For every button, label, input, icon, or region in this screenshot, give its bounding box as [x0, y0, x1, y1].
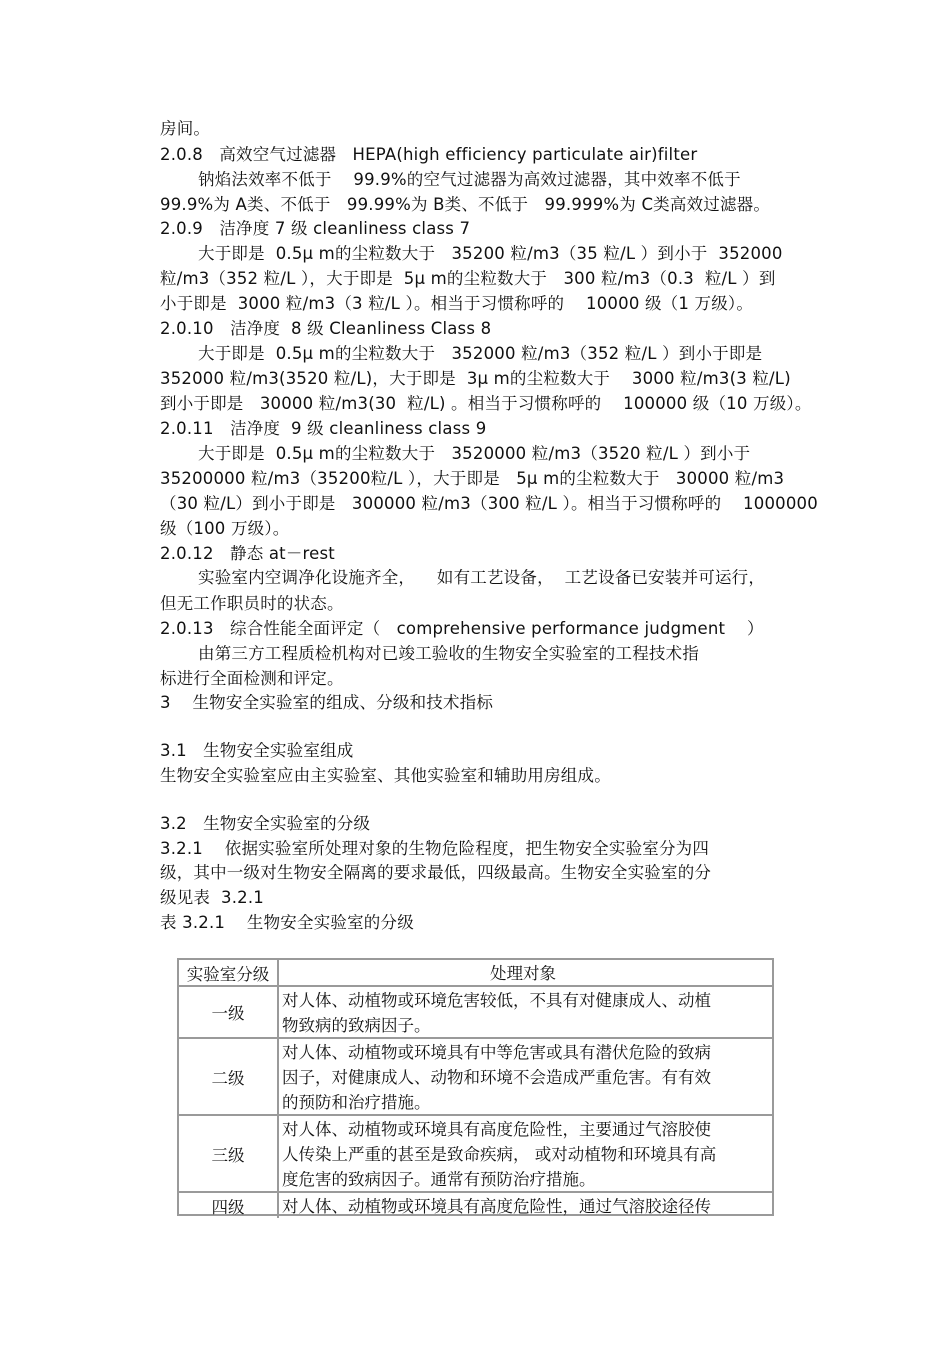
cell-text-line: 因子，对健康成人、动物和环境不会造成严重危害。有有效: [282, 1068, 711, 1087]
handling-object-cell: [279, 1193, 772, 1218]
cell-text-line: 的预防和治疗措施。: [282, 1093, 431, 1112]
text-line: 级见表 3.2.1: [160, 888, 264, 907]
header-object: 处理对象: [490, 964, 556, 983]
text-line: 但无工作职员时的状态。: [160, 594, 344, 613]
text-line: 2.0.8 高效空气过滤器 HEPA(high efficiency particulate air)filter: [160, 145, 698, 164]
text-line: 表 3.2.1 生物安全实验室的分级: [160, 913, 414, 932]
text-line: 小于即是 3000 粒/m3（3 粒/L ）。相当于习惯称呼的 10000 级（1 万级）。: [160, 294, 754, 313]
text-line: 生物安全实验室应由主实验室、其他实验室和辅助用房组成。: [160, 766, 611, 785]
text-line: （30 粒/L）到小于即是 300000 粒/m3（300 粒/L ）。相当于习惯称呼的 1000000: [160, 494, 818, 513]
cell-text-line: 对人体、动植物或环境具有高度危险性，通过气溶胶途径传: [282, 1197, 711, 1216]
lab-level-cell: 一级: [179, 987, 279, 1037]
cell-text-line: 度危害的致病因子。通常有预防治疗措施。: [282, 1170, 596, 1189]
cell-text-line: 物致病的致病因子。: [282, 1016, 431, 1035]
cell-text-line: 对人体、动植物或环境具有中等危害或具有潜伏危险的致病: [282, 1043, 711, 1062]
text-line: 2.0.12 静态 at－rest: [160, 544, 335, 563]
text-line: 2.0.10 洁净度 8 级 Cleanliness Class 8: [160, 319, 492, 338]
text-line: 级，其中一级对生物安全隔离的要求最低，四级最高。生物安全实验室的分: [160, 863, 712, 882]
text-line: 35200000 粒/m3（35200粒/L ），大于即是 5μ m的尘粒数大于 30000 粒/m3: [160, 469, 785, 488]
handling-object-cell: [279, 1039, 772, 1114]
text-line: 3.1 生物安全实验室组成: [160, 741, 354, 760]
text-line: 2.0.11 洁净度 9 级 cleanliness class 9: [160, 419, 487, 438]
text-line: 2.0.13 综合性能全面评定（ comprehensive performance judgment ）: [160, 619, 764, 638]
text-line: 钠焰法效率不低于 99.9%的空气过滤器为高效过滤器，其中效率不低于: [198, 170, 741, 189]
text-line: 粒/m3（352 粒/L ），大于即是 5μ m的尘粒数大于 300 粒/m3（0.3 粒/L ）到: [160, 269, 776, 288]
text-line: 大于即是 0.5μ m的尘粒数大于 35200 粒/m3（35 粒/L ）到小于 352000: [198, 244, 783, 263]
handling-object-cell: [279, 987, 772, 1037]
table-row: [179, 1116, 772, 1193]
header-level: 实验室分级: [179, 960, 279, 985]
text-line: 标进行全面检测和评定。: [160, 669, 344, 688]
text-line: 352000 粒/m3(3520 粒/L)，大于即是 3μ m的尘粒数大于 3000 粒/m3(3 粒/L): [160, 369, 791, 388]
lab-level-cell: 四级: [179, 1193, 279, 1218]
cell-text-line: 对人体、动植物或环境具有高度危险性，主要通过气溶胶使: [282, 1120, 711, 1139]
table-header-row: [179, 960, 772, 987]
table-row: [179, 1193, 772, 1218]
text-line: 3.2 生物安全实验室的分级: [160, 814, 371, 833]
text-line: 99.9%为 A类、不低于 99.99%为 B类、不低于 99.999%为 C类高效过滤器。: [160, 195, 771, 214]
text-line: 3.2.1 依据实验室所处理对象的生物危险程度，把生物安全实验室分为四: [160, 839, 710, 858]
text-line: 3 生物安全实验室的组成、分级和技术指标: [160, 693, 494, 712]
lab-level-cell: 二级: [179, 1039, 279, 1114]
handling-object-cell: [279, 1116, 772, 1191]
text-line: 2.0.9 洁净度 7 级 cleanliness class 7: [160, 219, 471, 238]
text-line: 大于即是 0.5μ m的尘粒数大于 3520000 粒/m3（3520 粒/L ）到小于: [198, 444, 751, 463]
table-row: [179, 1039, 772, 1116]
text-line: 大于即是 0.5μ m的尘粒数大于 352000 粒/m3（352 粒/L ）到小于即是: [198, 344, 763, 363]
text-line: 级（100 万级）。: [160, 519, 290, 538]
table-row: [179, 987, 772, 1039]
cell-text-line: 人传染上严重的甚至是致命疾病， 或对动植物和环境具有高: [282, 1145, 717, 1164]
classification-table: [177, 958, 774, 1216]
text-line: 房间。: [160, 119, 211, 138]
cell-text-line: 对人体、动植物或环境危害较低，不具有对健康成人、动植: [282, 991, 711, 1010]
text-line: 实验室内空调净化设施齐全， 如有工艺设备， 工艺设备已安装并可运行，: [198, 568, 766, 587]
text-line: 到小于即是 30000 粒/m3(30 粒/L) 。相当于习惯称呼的 100000 级（10 万级）。: [160, 394, 812, 413]
lab-level-cell: 三级: [179, 1116, 279, 1191]
text-line: 由第三方工程质检机构对已竣工验收的生物安全实验室的工程技术指: [198, 644, 699, 663]
